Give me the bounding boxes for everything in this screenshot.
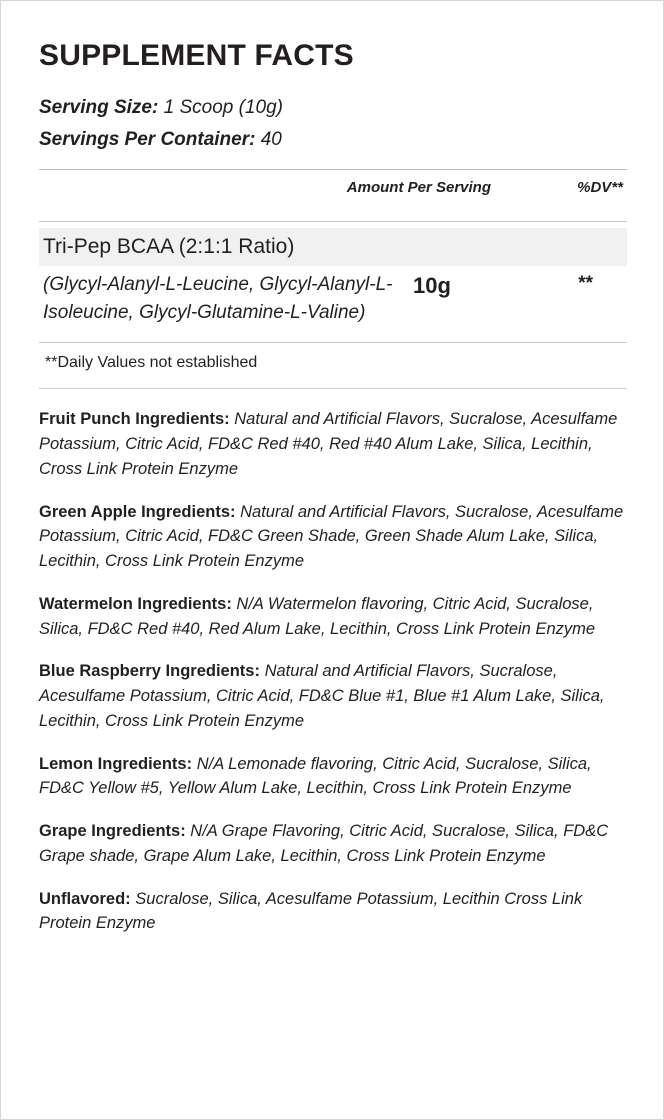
ingredient-block — [39, 659, 627, 733]
nutrient-description: (Glycyl-Alanyl-L-Leucine, Glycyl-Alanyl-L-Isoleucine, Glycyl-Glutamine-L-Valine) — [43, 274, 393, 323]
ingredient-label: Blue Raspberry Ingredients: — [39, 662, 260, 681]
divider-under-headers — [39, 221, 627, 222]
daily-value-footnote: **Daily Values not established — [45, 354, 258, 372]
ingredient-label: Green Apple Ingredients: — [39, 502, 236, 521]
ingredient-label: Fruit Punch Ingredients: — [39, 410, 230, 429]
daily-value-header: %DV** — [577, 179, 623, 197]
divider-above-ingredients — [39, 388, 627, 389]
serving-size-value: 1 Scoop (10g) — [163, 97, 283, 118]
servings-per-container-row — [39, 126, 627, 154]
ingredient-text: N/A Grape Flavoring, Citric Acid, Sucralose, Silica, FD&C Grape shade, Grape Alum Lake, Lecithin, Cross Link Protein Enzyme — [39, 822, 609, 865]
ingredient-label: Unflavored: — [39, 889, 131, 908]
nutrient-name-band — [39, 228, 627, 266]
ingredient-block — [39, 752, 627, 802]
nutrient-amount: 10g — [413, 273, 451, 299]
serving-size-label: Serving Size: — [39, 97, 159, 118]
ingredient-text: Natural and Artificial Flavors, Sucralose, Acesulfame Potassium, Citric Acid, FD&C Green Shade, Green Shade Alum Lake, Silica, Lecithin, Cross Link Protein Enzyme — [39, 502, 624, 571]
servings-per-container-label: Servings Per Container: — [39, 128, 256, 150]
serving-size-row — [39, 94, 627, 122]
ingredient-label: Grape Ingredients: — [39, 822, 186, 841]
servings-per-container-value: 40 — [260, 128, 282, 150]
ingredient-block — [39, 592, 627, 642]
ingredient-block — [39, 407, 627, 481]
ingredient-label: Watermelon Ingredients: — [39, 594, 232, 613]
amount-per-serving-header: Amount Per Serving — [346, 179, 491, 197]
nutrient-daily-value: ** — [578, 273, 593, 295]
ingredient-block — [39, 500, 627, 574]
ingredient-text: N/A Watermelon flavoring, Citric Acid, Sucralose, Silica, FD&C Red #40, Red Alum Lake, Lecithin, Cross Link Protein Enzyme — [39, 594, 596, 638]
ingredient-text: Natural and Artificial Flavors, Sucralose, Acesulfame Potassium, Citric Acid, FD&C Blue #1, Blue #1 Alum Lake, Silica, Lecithin, Cross Link Protein Enzyme — [39, 662, 605, 730]
ingredient-label: Lemon Ingredients: — [39, 754, 193, 773]
column-header-row — [39, 170, 627, 205]
ingredient-block — [39, 819, 627, 869]
nutrient-name: Tri-Pep BCAA (2:1:1 Ratio) — [43, 235, 295, 259]
nutrient-row — [39, 266, 627, 326]
ingredient-text: Natural and Artificial Flavors, Sucralose, Acesulfame Potassium, Citric Acid, FD&C Red #40, Red #40 Alum Lake, Silica, Lecithin, Cross Link Protein Enzyme — [39, 410, 618, 478]
ingredient-text: Sucralose, Silica, Acesulfame Potassium, Lecithin Cross Link Protein Enzyme — [39, 889, 583, 933]
ingredient-text: N/A Lemonade flavoring, Citric Acid, Sucralose, Silica, FD&C Yellow #5, Yellow Alum Lake, Lecithin, Cross Link Protein Enzyme — [39, 754, 592, 798]
page-title: SUPPLEMENT FACTS — [39, 39, 354, 72]
ingredient-block — [39, 887, 627, 937]
